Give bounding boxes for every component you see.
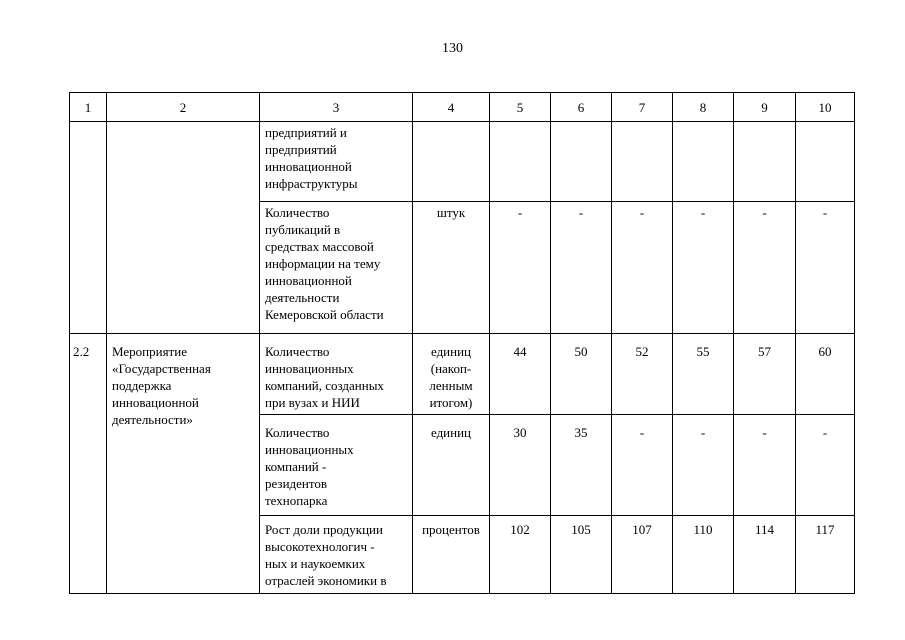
table-row xyxy=(70,122,855,202)
unit-cell: штук xyxy=(413,202,490,334)
value-cell: 110 xyxy=(673,516,734,594)
value-cell: - xyxy=(490,202,551,334)
header-cell: 8 xyxy=(673,93,734,122)
value-cell: - xyxy=(734,415,796,516)
header-cell: 5 xyxy=(490,93,551,122)
header-cell: 9 xyxy=(734,93,796,122)
header-cell: 4 xyxy=(413,93,490,122)
value-cell: - xyxy=(673,415,734,516)
value-cell: - xyxy=(734,202,796,334)
value-cell: 35 xyxy=(551,415,612,516)
value-cell: 105 xyxy=(551,516,612,594)
value-cell: 102 xyxy=(490,516,551,594)
value-cell: 60 xyxy=(796,334,855,415)
value-cell: 44 xyxy=(490,334,551,415)
value-cell xyxy=(612,122,673,202)
value-cell: - xyxy=(673,202,734,334)
value-cell xyxy=(734,122,796,202)
value-cell xyxy=(673,122,734,202)
value-cell: - xyxy=(612,415,673,516)
table-row xyxy=(70,334,855,415)
header-cell: 3 xyxy=(260,93,413,122)
value-cell xyxy=(796,122,855,202)
value-cell: 55 xyxy=(673,334,734,415)
header-cell: 10 xyxy=(796,93,855,122)
value-cell: 52 xyxy=(612,334,673,415)
row-number-cell xyxy=(70,122,107,334)
value-cell: - xyxy=(551,202,612,334)
value-cell: 57 xyxy=(734,334,796,415)
row-number-cell: 2.2 xyxy=(70,334,107,594)
page-number: 130 xyxy=(442,41,463,56)
measure-cell xyxy=(107,122,260,334)
header-cell: 2 xyxy=(107,93,260,122)
value-cell: - xyxy=(796,202,855,334)
indicator-cell: Количество инновационных компаний - резидентов технопарка xyxy=(260,415,413,516)
measure-cell: Мероприятие «Государственная поддержка инновационной деятельности» xyxy=(107,334,260,594)
value-cell: 114 xyxy=(734,516,796,594)
indicator-cell: Количество инновационных компаний, созданных при вузах и НИИ xyxy=(260,334,413,415)
value-cell xyxy=(490,122,551,202)
header-row xyxy=(70,93,855,122)
indicator-cell: предприятий и предприятий инновационной инфраструктуры xyxy=(260,122,413,202)
header-cell: 7 xyxy=(612,93,673,122)
unit-cell: единиц xyxy=(413,415,490,516)
unit-cell: единиц (накоп- ленным итогом) xyxy=(413,334,490,415)
indicator-cell: Рост доли продукции высокотехнологич - ных и наукоемких отраслей экономики в xyxy=(260,516,413,594)
value-cell xyxy=(551,122,612,202)
value-cell: - xyxy=(796,415,855,516)
value-cell: - xyxy=(612,202,673,334)
value-cell: 30 xyxy=(490,415,551,516)
unit-cell: процентов xyxy=(413,516,490,594)
header-cell: 6 xyxy=(551,93,612,122)
indicators-table xyxy=(69,92,855,594)
indicator-cell: Количество публикаций в средствах массовой информации на тему инновационной деятельности Кемеровской области xyxy=(260,202,413,334)
header-cell: 1 xyxy=(70,93,107,122)
value-cell: 50 xyxy=(551,334,612,415)
value-cell: 117 xyxy=(796,516,855,594)
value-cell: 107 xyxy=(612,516,673,594)
unit-cell xyxy=(413,122,490,202)
